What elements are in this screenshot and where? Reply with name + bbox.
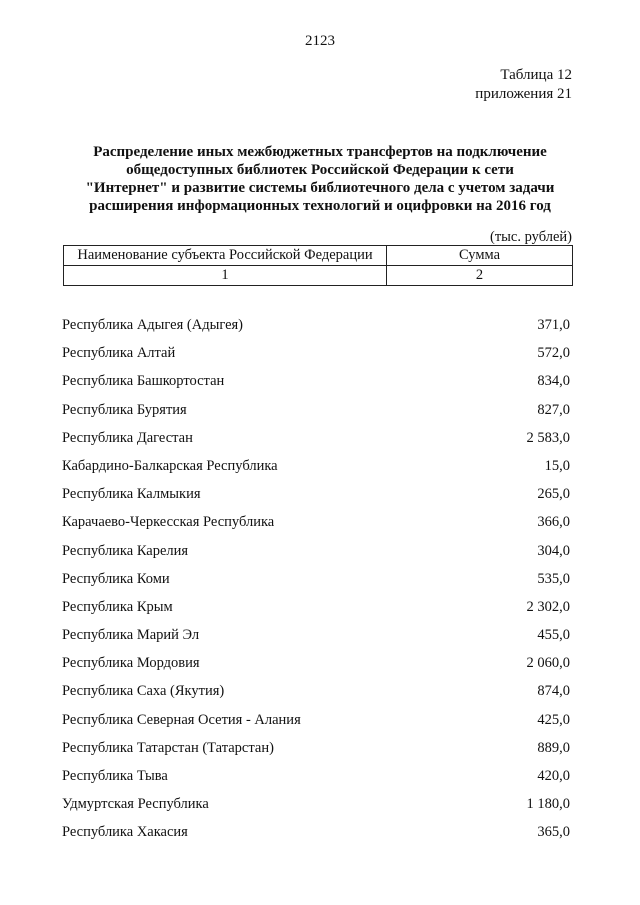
table-row: [62, 737, 570, 765]
page-number: 2123: [305, 33, 335, 49]
region-amount: 365,0: [537, 824, 570, 841]
region-name: Республика Марий Эл: [62, 627, 200, 644]
table-reference: [475, 66, 572, 104]
region-amount: 265,0: [537, 486, 570, 503]
region-name: Удмуртская Республика: [62, 796, 209, 813]
table-row: [62, 540, 570, 568]
region-amount: 455,0: [537, 627, 570, 644]
region-amount: 366,0: [537, 514, 570, 531]
region-name: Карачаево-Черкесская Республика: [62, 514, 275, 531]
document-title: [60, 143, 580, 215]
region-name: Республика Алтай: [62, 345, 176, 362]
table-row: [62, 596, 570, 624]
region-amount: 834,0: [537, 373, 570, 390]
table-row: [62, 342, 570, 370]
region-amount: 15,0: [544, 457, 570, 474]
column-header-amount: Сумма: [387, 246, 573, 266]
region-amount: 535,0: [537, 570, 570, 587]
region-name: Республика Саха (Якутия): [62, 683, 225, 700]
region-name: Республика Бурятия: [62, 401, 187, 418]
region-name: Республика Адыгея (Адыгея): [62, 317, 244, 333]
table-row: [62, 511, 570, 539]
header-row: [64, 246, 573, 266]
region-amount: 2 302,0: [526, 598, 570, 615]
region-amount: 371,0: [537, 317, 570, 333]
table-row: [62, 427, 570, 455]
region-amount: 2 583,0: [526, 429, 570, 446]
region-amount: 1 180,0: [526, 796, 570, 813]
units-label: (тыс. рублей): [490, 229, 572, 245]
region-name: Республика Мордовия: [62, 655, 200, 672]
table-row: [62, 821, 570, 849]
table-row: [62, 765, 570, 793]
region-amount: 425,0: [537, 711, 570, 728]
region-amount: 572,0: [537, 345, 570, 362]
region-amount: 304,0: [537, 542, 570, 559]
table-row: [62, 680, 570, 708]
title-line1: Распределение иных межбюджетных трансфертов на подключение: [93, 144, 547, 160]
column-number-2: 2: [387, 266, 573, 286]
table-row: [62, 793, 570, 821]
region-amount: 420,0: [537, 768, 570, 784]
region-name: Республика Башкортостан: [62, 373, 225, 390]
region-name: Республика Карелия: [62, 542, 189, 559]
table-ref-line2: приложения 21: [475, 86, 572, 102]
table-ref-line1: Таблица 12: [500, 67, 572, 83]
table-row: [62, 455, 570, 483]
region-name: Кабардино-Балкарская Республика: [62, 457, 278, 474]
title-line2: общедоступных библиотек Российской Федерации к сети: [126, 162, 514, 178]
title-line4: расширения информационных технологий и оцифровки на 2016 год: [89, 198, 551, 214]
region-name: Республика Коми: [62, 570, 170, 587]
table-header: [63, 245, 573, 286]
region-name: Республика Татарстан (Татарстан): [62, 739, 274, 756]
region-name: Республика Хакасия: [62, 824, 188, 841]
region-name: Республика Дагестан: [62, 429, 193, 446]
column-number-row: [64, 266, 573, 286]
table-row: [62, 370, 570, 398]
table-row: [62, 314, 570, 342]
region-amount: 889,0: [537, 739, 570, 756]
table-body: [62, 314, 570, 850]
region-name: Республика Северная Осетия - Алания: [62, 711, 301, 728]
table-row: [62, 399, 570, 427]
table-row: [62, 709, 570, 737]
region-amount: 827,0: [537, 401, 570, 418]
region-name: Республика Тыва: [62, 768, 168, 784]
table-row: [62, 624, 570, 652]
table-row: [62, 483, 570, 511]
region-amount: 2 060,0: [526, 655, 570, 672]
region-name: Республика Калмыкия: [62, 486, 201, 503]
table-row: [62, 652, 570, 680]
column-number-1: 1: [64, 266, 387, 286]
table-row: [62, 568, 570, 596]
region-name: Республика Крым: [62, 598, 173, 615]
region-amount: 874,0: [537, 683, 570, 700]
title-line3: "Интернет" и развитие системы библиотечного дела с учетом задачи: [85, 180, 555, 196]
column-header-name: Наименование субъекта Российской Федерации: [64, 246, 387, 266]
